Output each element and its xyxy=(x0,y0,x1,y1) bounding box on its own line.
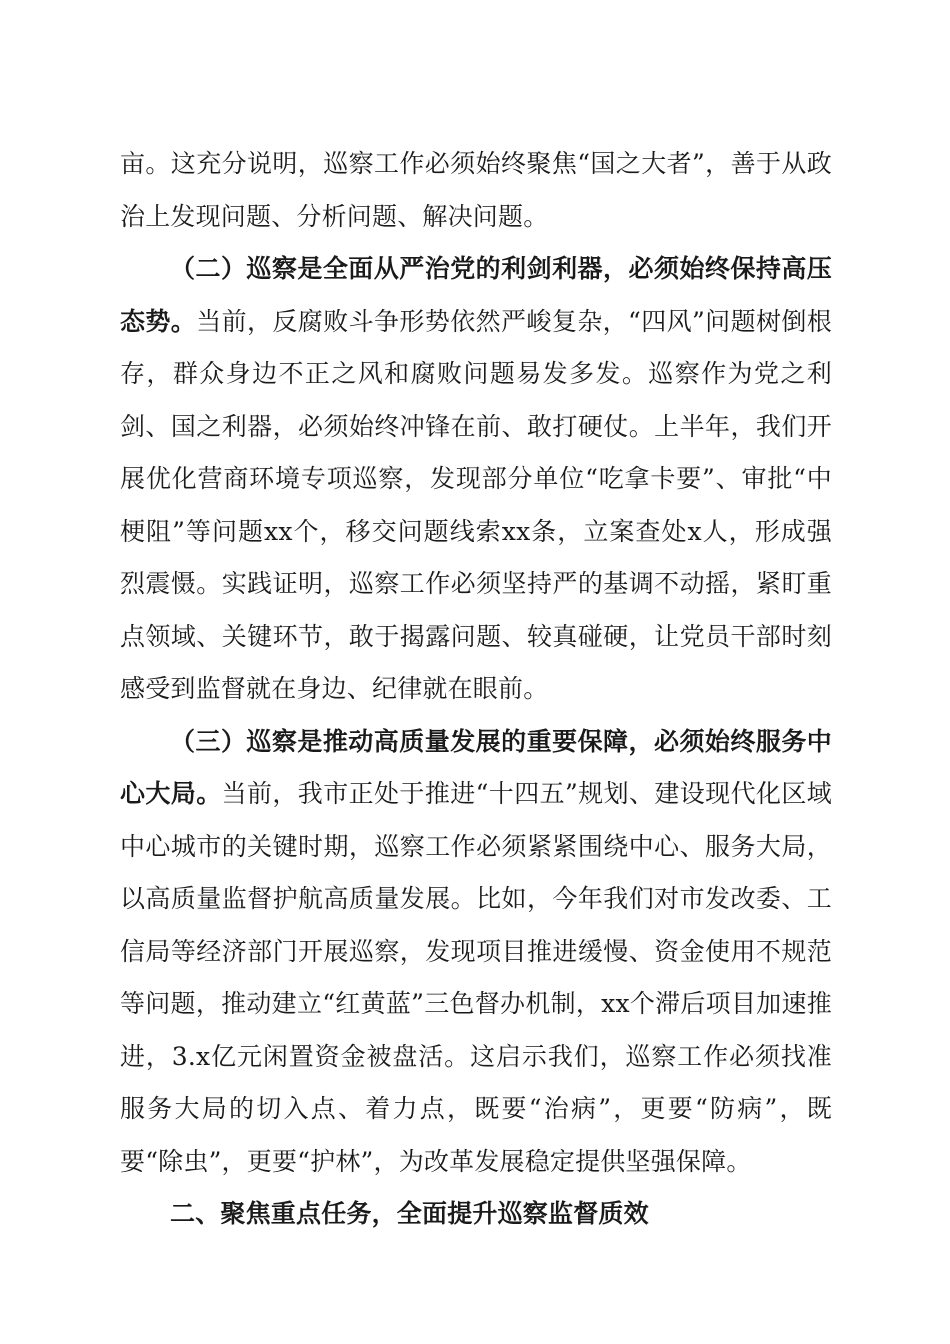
paragraph-text: 当前，反腐败斗争形势依然严峻复杂，“四风”问题树倒根存，群众身边不正之风和腐败问题易发多发。巡察作为党之利剑、国之利器，必须始终冲锋在前、敢打硬仗。上半年，我们开展优化营商环境专项巡察，发现部分单位“吃拿卡要”、审批“中梗阻”等问题xx个，移交问题线索xx条，立案查处x人，形成强烈震慑。实践证明，巡察工作必须坚持严的基调不动摇，紧盯重点领域、关键环节，敢于揭露问题、较真碰硬，让党员干部时刻感受到监督就在身边、纪律就在眼前。 xyxy=(120,306,832,703)
paragraph-section-3 xyxy=(120,716,832,1189)
paragraph-text: 亩。这充分说明，巡察工作必须始终聚焦“国之大者”，善于从政治上发现问题、分析问题、解决问题。 xyxy=(120,149,832,231)
paragraph-lead-sentence: （三）巡察是推动高质量发展的重要保障，必须始终服务中心大局。 xyxy=(120,726,832,808)
paragraph-text: 当前，我市正处于推进“十四五”规划、建设现代化区域中心城市的关键时期，巡察工作必须紧紧围绕中心、服务大局，以高质量监督护航高质量发展。比如，今年我们对市发改委、工信局等经济部门开展巡察，发现项目推进缓慢、资金使用不规范等问题，推动建立“红黄蓝”三色督办机制，xx个滞后项目加速推进，3.x亿元闲置资金被盘活。这启示我们，巡察工作必须找准服务大局的切入点、着力点，既要“治病”，更要“防病”，既要“除虫”，更要“护林”，为改革发展稳定提供坚强保障。 xyxy=(120,779,832,1176)
paragraph-continuation xyxy=(120,138,832,243)
section-heading: 二、聚焦重点任务，全面提升巡察监督质效 xyxy=(170,1199,649,1228)
paragraph-section-2 xyxy=(120,243,832,716)
document-body xyxy=(120,138,832,1241)
paragraph-lead-sentence: （二）巡察是全面从严治党的利剑利器，必须始终保持高压态势。 xyxy=(120,254,832,336)
